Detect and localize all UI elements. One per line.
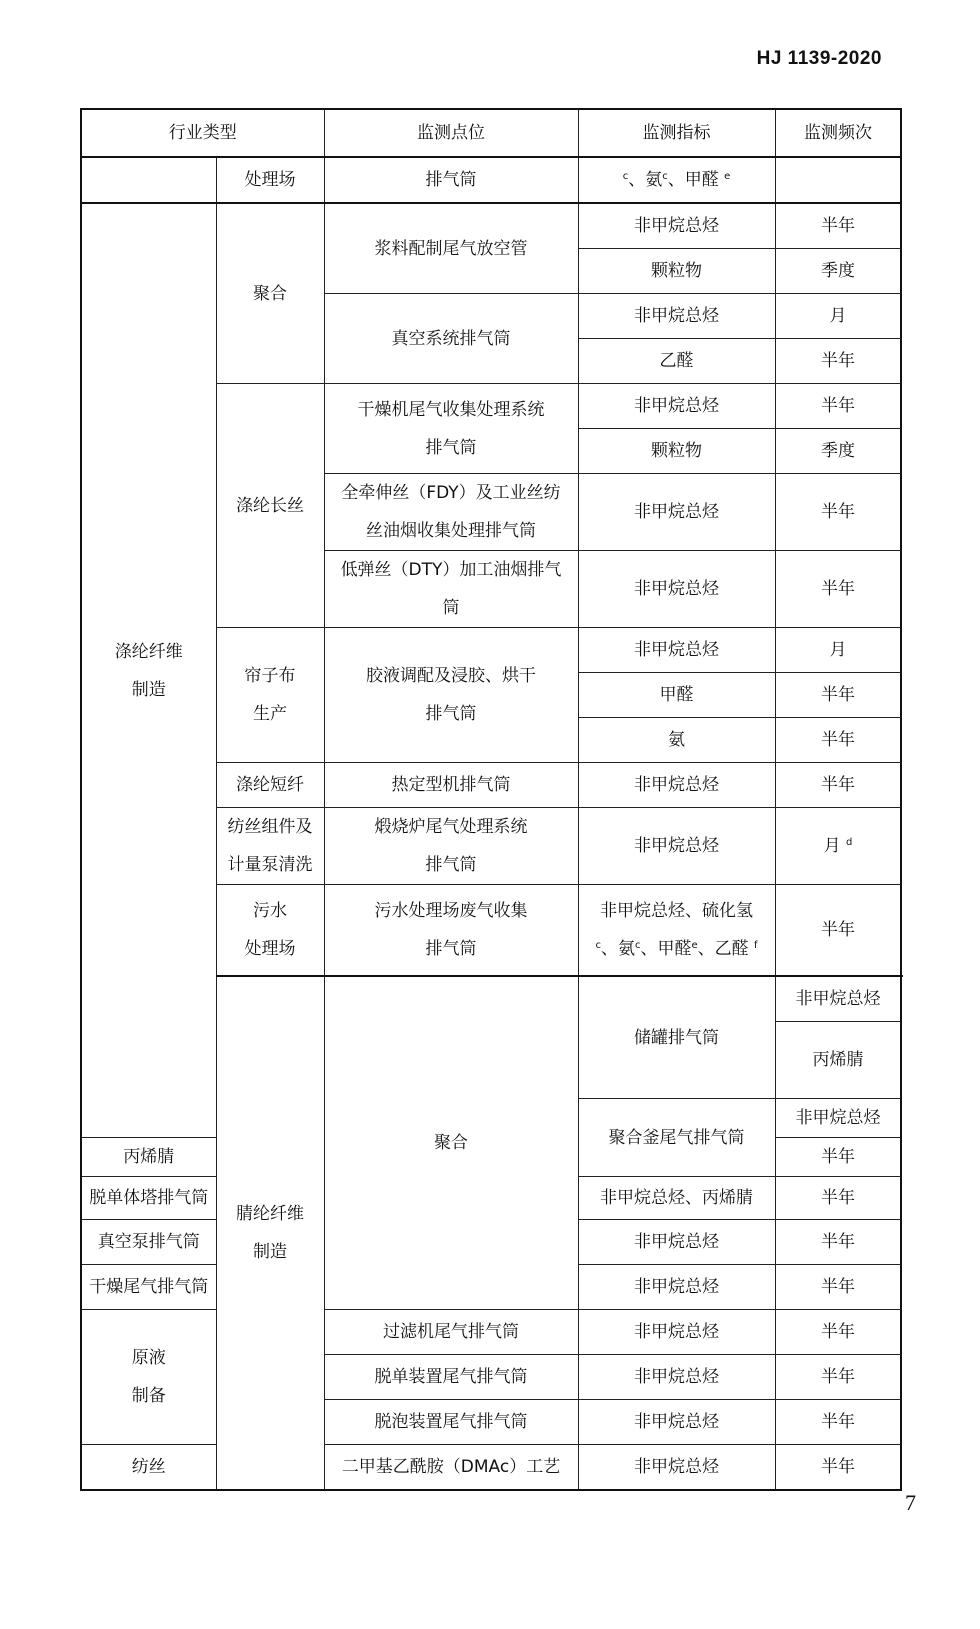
point-fdy (324, 474, 578, 551)
indicator-cell: 丙烯腈 (81, 1138, 216, 1177)
header-monitoring-point: 监测点位 (324, 109, 578, 157)
indicator-cell: 丙烯腈 (775, 1022, 901, 1099)
point-line: 胶液调配及浸胶、烘干 (366, 666, 536, 686)
process-wastewater (216, 885, 324, 977)
page-number: 7 (905, 1490, 916, 1515)
indicator-text: 、乙醛 (697, 939, 749, 959)
point-cell: 排气筒 (324, 157, 578, 203)
industry-acrylic (216, 976, 324, 1490)
point-line: 丝油烟收集处理排气筒 (366, 521, 536, 541)
point-calciner (324, 808, 578, 885)
indicator-cell: 非甲烷总烃 (578, 1445, 775, 1491)
industry-cell-empty (81, 157, 216, 203)
indicator-cell: 非甲烷总烃 (775, 1099, 901, 1138)
footnote-mark: c (622, 171, 629, 182)
header-monitoring-indicator: 监测指标 (578, 109, 775, 157)
indicator-cell: 非甲烷总烃 (578, 1220, 775, 1265)
point-storage-tank: 储罐排气筒 (578, 976, 775, 1099)
indicator-cell: 非甲烷总烃 (578, 203, 775, 249)
point-demonomer-tower: 脱单体塔排气筒 (81, 1177, 216, 1220)
process-spinning: 纺丝 (81, 1445, 216, 1491)
point-line: 干燥机尾气收集处理系统 (357, 399, 545, 420)
indicator-cell: 非甲烷总烃 (578, 1310, 775, 1355)
industry-line: 制造 (253, 1242, 287, 1262)
footnote-mark: e (691, 940, 698, 951)
table-row (81, 1310, 901, 1355)
point-demonomer-device: 脱单装置尾气排气筒 (324, 1355, 578, 1400)
indicator-text: 、甲醛 (640, 939, 692, 959)
indicator-cell: 非甲烷总烃 (578, 551, 775, 628)
frequency-cell: 半年 (775, 551, 901, 628)
frequency-cell: 半年 (775, 673, 901, 718)
header-industry-type: 行业类型 (81, 109, 324, 157)
point-drying-exhaust: 干燥尾气排气筒 (81, 1265, 216, 1310)
point-dty (324, 551, 578, 628)
footnote-mark: c (634, 940, 641, 951)
process-polyester-filament: 涤纶长丝 (216, 384, 324, 628)
industry-line: 腈纶纤维 (236, 1204, 304, 1224)
indicator-cell: 颗粒物 (578, 249, 775, 294)
process-line: 帘子布 (244, 666, 296, 686)
point-line: 煅烧炉尾气处理系统 (374, 817, 528, 837)
point-glue-dipping (324, 628, 578, 763)
frequency-cell: 半年 (775, 339, 901, 384)
document-code: HJ 1139-2020 (756, 48, 882, 69)
footnote-mark: f (754, 940, 758, 951)
indicator-cell: 非甲烷总烃 (578, 1265, 775, 1310)
table-header-row (81, 109, 901, 157)
indicator-text: 、氨 (600, 939, 635, 959)
frequency-cell: 半年 (775, 1355, 901, 1400)
point-slurry-vent: 浆料配制尾气放空管 (324, 203, 578, 294)
indicator-cell: 非甲烷总烃 (578, 628, 775, 673)
point-vacuum-system: 真空系统排气筒 (324, 294, 578, 384)
indicator-text: 、氨 (628, 170, 663, 190)
frequency-cell: 季度 (775, 429, 901, 474)
point-polymer-kettle: 聚合釜尾气排气筒 (578, 1099, 775, 1177)
process-line: 制备 (131, 1386, 166, 1406)
indicator-cell: 甲醛 (578, 673, 775, 718)
point-defoaming: 脱泡装置尾气排气筒 (324, 1400, 578, 1445)
indicator-text: 、甲醛 (667, 170, 719, 190)
frequency-cell: 半年 (775, 763, 901, 808)
indicator-cell: 非甲烷总烃 (775, 976, 901, 1022)
point-line: 排气筒 (425, 855, 477, 875)
process-line: 污水 (253, 901, 287, 921)
indicator-line (585, 930, 769, 968)
industry-line: 制造 (131, 679, 166, 700)
indicator-cell: 非甲烷总烃 (578, 1400, 775, 1445)
frequency-cell: 半年 (775, 203, 901, 249)
indicator-cell: 非甲烷总烃 (578, 763, 775, 808)
process-staple-fiber: 涤纶短纤 (216, 763, 324, 808)
indicator-cell (578, 157, 775, 203)
frequency-cell: 半年 (775, 1400, 901, 1445)
process-cord-fabric (216, 628, 324, 763)
frequency-text: 月 (823, 836, 841, 856)
indicator-cell: 非甲烷总烃 (578, 384, 775, 429)
frequency-cell: 半年 (775, 1310, 901, 1355)
point-line: 低弹丝（DTY）加工油烟排气 (340, 560, 562, 580)
frequency-cell (775, 808, 901, 885)
indicator-cell: 非甲烷总烃、丙烯腈 (578, 1177, 775, 1220)
point-line: 排气筒 (425, 939, 477, 959)
indicator-cell: 非甲烷总烃 (578, 294, 775, 339)
process-line: 生产 (253, 704, 287, 724)
point-dryer (324, 384, 578, 474)
frequency-cell: 半年 (775, 474, 901, 551)
process-line: 纺丝组件及 (227, 817, 313, 837)
frequency-cell: 半年 (775, 1265, 901, 1310)
indicator-cell: 乙醛 (578, 339, 775, 384)
point-heat-setting: 热定型机排气筒 (324, 763, 578, 808)
point-line: 筒 (442, 598, 460, 618)
frequency-cell: 半年 (775, 885, 901, 977)
indicator-cell: 非甲烷总烃 (578, 808, 775, 885)
process-spin-pack (216, 808, 324, 885)
process-line: 计量泵清洗 (227, 855, 313, 875)
frequency-cell (775, 157, 901, 203)
point-filter: 过滤机尾气排气筒 (324, 1310, 578, 1355)
indicator-cell: 氨 (578, 718, 775, 763)
frequency-cell: 季度 (775, 249, 901, 294)
footnote-mark: c (595, 940, 601, 951)
frequency-cell: 半年 (775, 718, 901, 763)
process-acrylic-polymerization: 聚合 (324, 976, 578, 1310)
indicator-cell (578, 885, 775, 977)
monitoring-table (80, 108, 902, 1491)
footnote-mark: c (662, 171, 668, 182)
table-row (81, 203, 901, 249)
table-row (81, 1445, 901, 1491)
point-dmac: 二甲基乙酰胺（DMAc）工艺 (324, 1445, 578, 1491)
table-row (81, 157, 901, 203)
footnote-mark: d (846, 837, 853, 848)
frequency-cell: 半年 (775, 1220, 901, 1265)
indicator-cell: 非甲烷总烃 (578, 1355, 775, 1400)
industry-line: 涤纶纤维 (114, 641, 183, 662)
frequency-cell: 月 (775, 628, 901, 673)
process-polymerization: 聚合 (216, 203, 324, 384)
process-line: 原液 (131, 1348, 166, 1368)
header-monitoring-frequency: 监测频次 (775, 109, 901, 157)
frequency-cell: 半年 (775, 1177, 901, 1220)
indicator-line: 非甲烷总烃、硫化氢 (600, 901, 753, 921)
point-vacuum-pump: 真空泵排气筒 (81, 1220, 216, 1265)
point-line: 排气筒 (425, 437, 477, 458)
indicator-cell: 颗粒物 (578, 429, 775, 474)
footnote-mark: e (724, 171, 731, 182)
point-line: 排气筒 (425, 704, 477, 724)
process-line: 处理场 (244, 939, 296, 959)
industry-polyester (81, 203, 216, 1138)
frequency-cell: 半年 (775, 384, 901, 429)
point-line: 全牵伸丝（FDY）及工业丝纺 (341, 483, 561, 503)
process-cell: 处理场 (216, 157, 324, 203)
process-dope-preparation (81, 1310, 216, 1445)
frequency-cell: 半年 (775, 1445, 901, 1491)
indicator-cell: 非甲烷总烃 (578, 474, 775, 551)
point-line: 污水处理场废气收集 (374, 901, 528, 921)
frequency-cell: 半年 (775, 1138, 901, 1177)
frequency-cell: 月 (775, 294, 901, 339)
point-wastewater (324, 885, 578, 977)
